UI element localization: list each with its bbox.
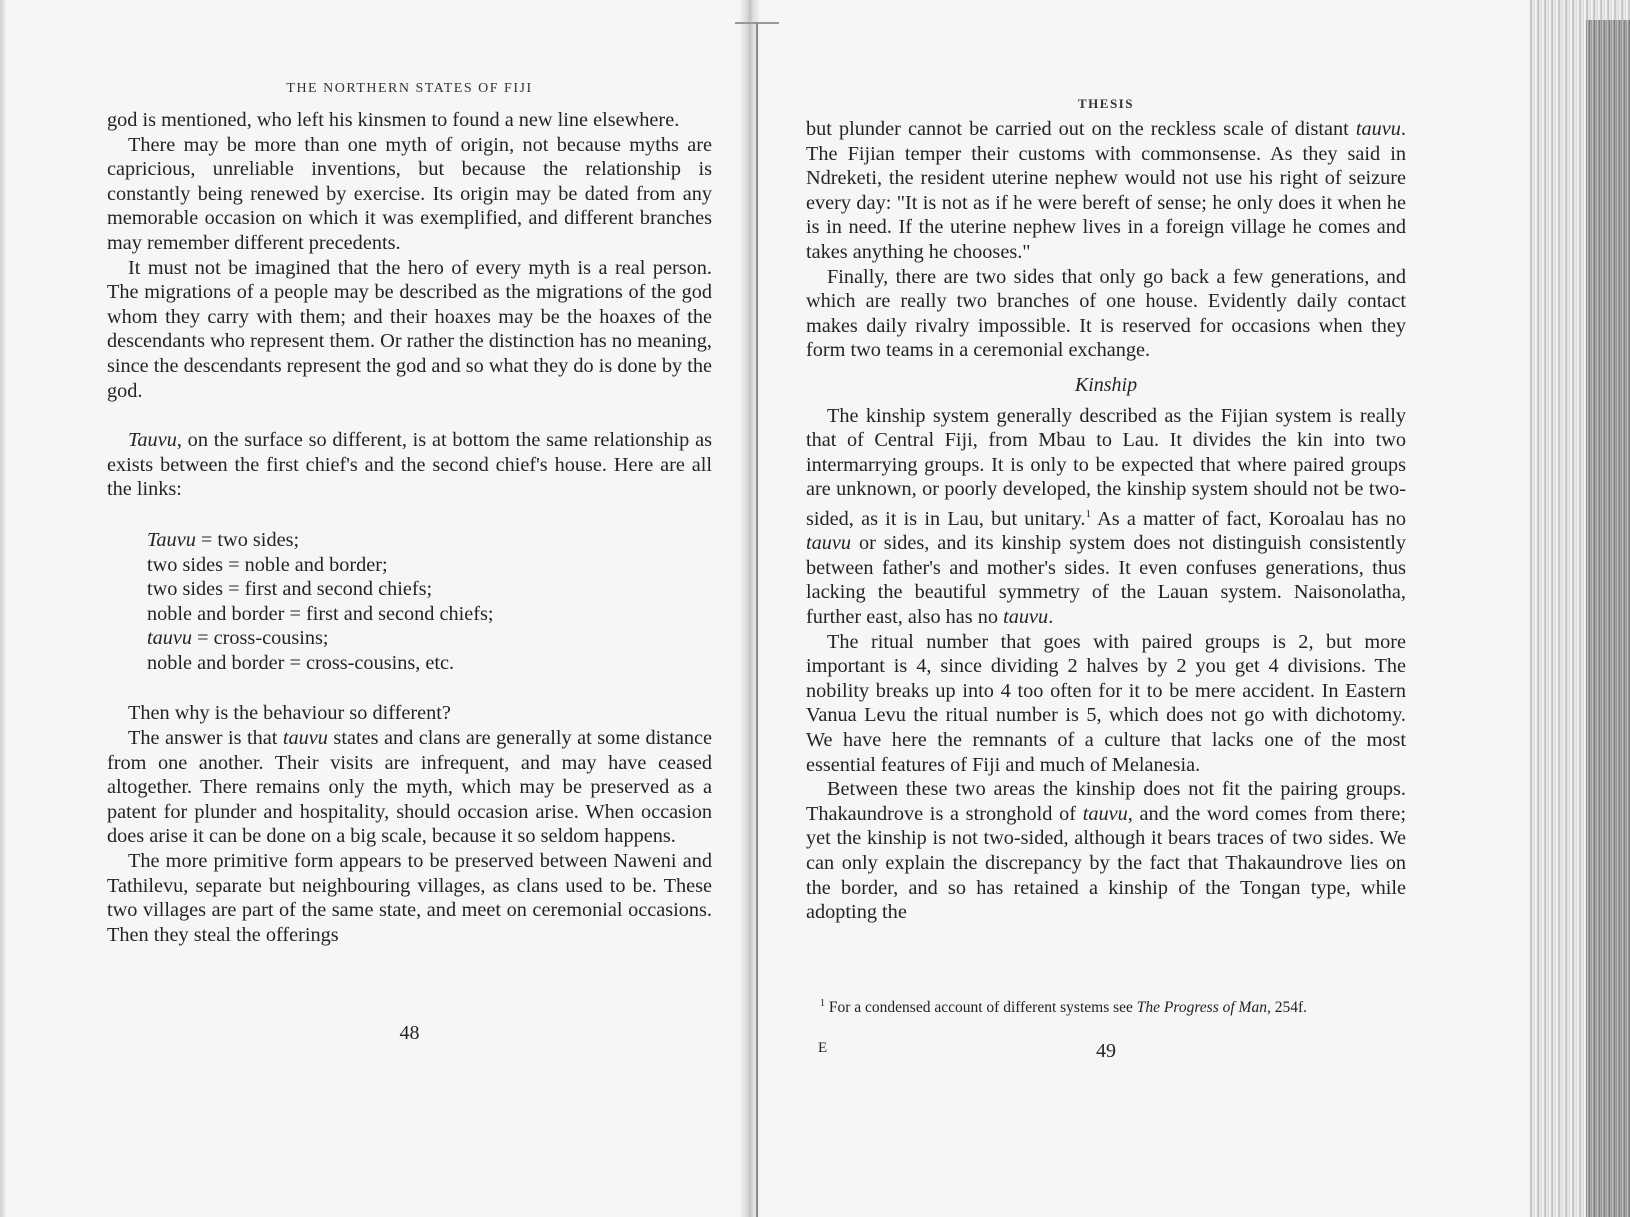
section-heading: Kinship [1074,373,1138,396]
left-page-body [107,108,712,947]
paragraph: god is mentioned, who left his kinsmen to found a new line elsewhere. [107,109,680,131]
link-line: noble and border = cross-cousins, etc. [147,651,455,674]
paragraph: The ritual number that goes with paired groups is 2, but more important is 4, since dividing 2 halves by 2 you get 4 divisions. The nobility breaks up into 4 too often for it to be mere accident. In Eastern Vanua Levu the ritual number is 5, which does not go with dichotomy. We have here the remnants of a culture that lacks one of the most essential features of Fiji and much of Melanesia. [806,630,1406,776]
paragraph: but plunder cannot be carried out on the reckless scale of distant tauvu. The Fijian temper their customs with commonsense. As they said in Ndreketi, the resident uterine nephew would not use his right of seizure every day: "It is not as if he were bereft of sense; he only does it when he is in need. If the uterine nephew lives in a foreign village he comes and takes anything he chooses." [806,118,1406,263]
link-line: Tauvu = two sides; [147,528,300,551]
right-page-body [806,117,1406,925]
page-number-left: 48 [399,1022,420,1044]
paragraph-answer: The answer is that tauvu states and clans are generally at some distance from one another. Their visits are infrequent, and may have ceased altogether. There remains only the myth, which may be preserved as a patent for plunder and hospitality, should occasion arise. When occasion does arise it can be done on a big scale, because it so seldom happens. [107,727,712,848]
paragraph-question: Then why is the behaviour so different? [128,702,451,725]
page-number-right: 49 [1096,1040,1116,1062]
running-head-right: THESIS [1078,96,1134,111]
footnote-ref: 1 [1085,507,1091,520]
running-head-left: THE NORTHERN STATES OF FIJI [286,81,533,96]
link-line: two sides = first and second chiefs; [147,578,433,601]
links-list [147,528,712,676]
signature-mark: E [818,1040,828,1056]
gutter-line [756,22,758,1217]
footnote: $^1$ For a condensed account of different systems see The Progress of Man, 254f. [820,998,1307,1017]
link-line: tauvu = cross-cousins; [147,627,329,650]
paragraph: Finally, there are two sides that only go back a few generations, and which are really two branches of one house. Evidently daily contact makes daily rivalry impossible. It is reserved for occasions when they form two teams in a ceremonial exchange. [806,265,1406,362]
paragraph: The kinship system generally described as the Fijian system is really that of Central Fiji, from Mbau to Lau. It divides the kin into two intermarrying groups. It is only to be expected that where paired groups are unknown, or poorly developed, the kinship system should not be two-sided, as it is in Lau, but unitary.$^1$ As a matter of fact, Koroalau has no tauvu or sides, and its kinship system does not distinguish consistently between father's and mother's sides. It even confuses generations, thus lacking the beautiful symmetry of the Lauan system. Naisonolatha, further east, also has no tauvu. [806,404,1406,629]
paragraph-tauvu: Tauvu, on the surface so different, is at bottom the same relationship as exists between the first chief's and the second chief's house. Here are all the links: [107,429,712,501]
paragraph: Between these two areas the kinship does not fit the pairing groups. Thakaundrove is a stronghold of tauvu, and the word comes from there; yet the kinship is not two-sided, although it bears traces of two sides. We can only explain the discrepancy by the fact that Thakaundrove lies on the border, and so has retained a kinship of the Tongan type, while adopting the [806,778,1407,924]
paragraph: The more primitive form appears to be preserved between Naweni and Tathilevu, separate but neighbouring villages, as clans used to be. These two villages are part of the same state, and meet on ceremonial occasions. Then they steal the offerings [107,850,712,946]
italic-term: Tauvu [128,429,177,452]
paragraph: It must not be imagined that the hero of every myth is a real person. The migrations of a people may be described as the migrations of the god whom they carry with them; and their hoaxes may be the hoaxes of the descendants who represent them. Or rather the distinction has no meaning, since the descendants represent the god and so what they do is done by the god. [107,256,712,402]
page-stack-shadow [1586,20,1630,1217]
link-line: two sides = noble and border; [147,553,388,576]
link-line: noble and border = first and second chiefs; [147,602,494,625]
left-page-edge [0,0,6,1217]
paragraph: There may be more than one myth of origin, not because myths are capricious, unreliable inventions, but because the relationship is constantly being renewed by exercise. Its origin may be dated from any memorable occasion on which it was exemplified, and different branches may remember different precedents. [107,133,712,254]
